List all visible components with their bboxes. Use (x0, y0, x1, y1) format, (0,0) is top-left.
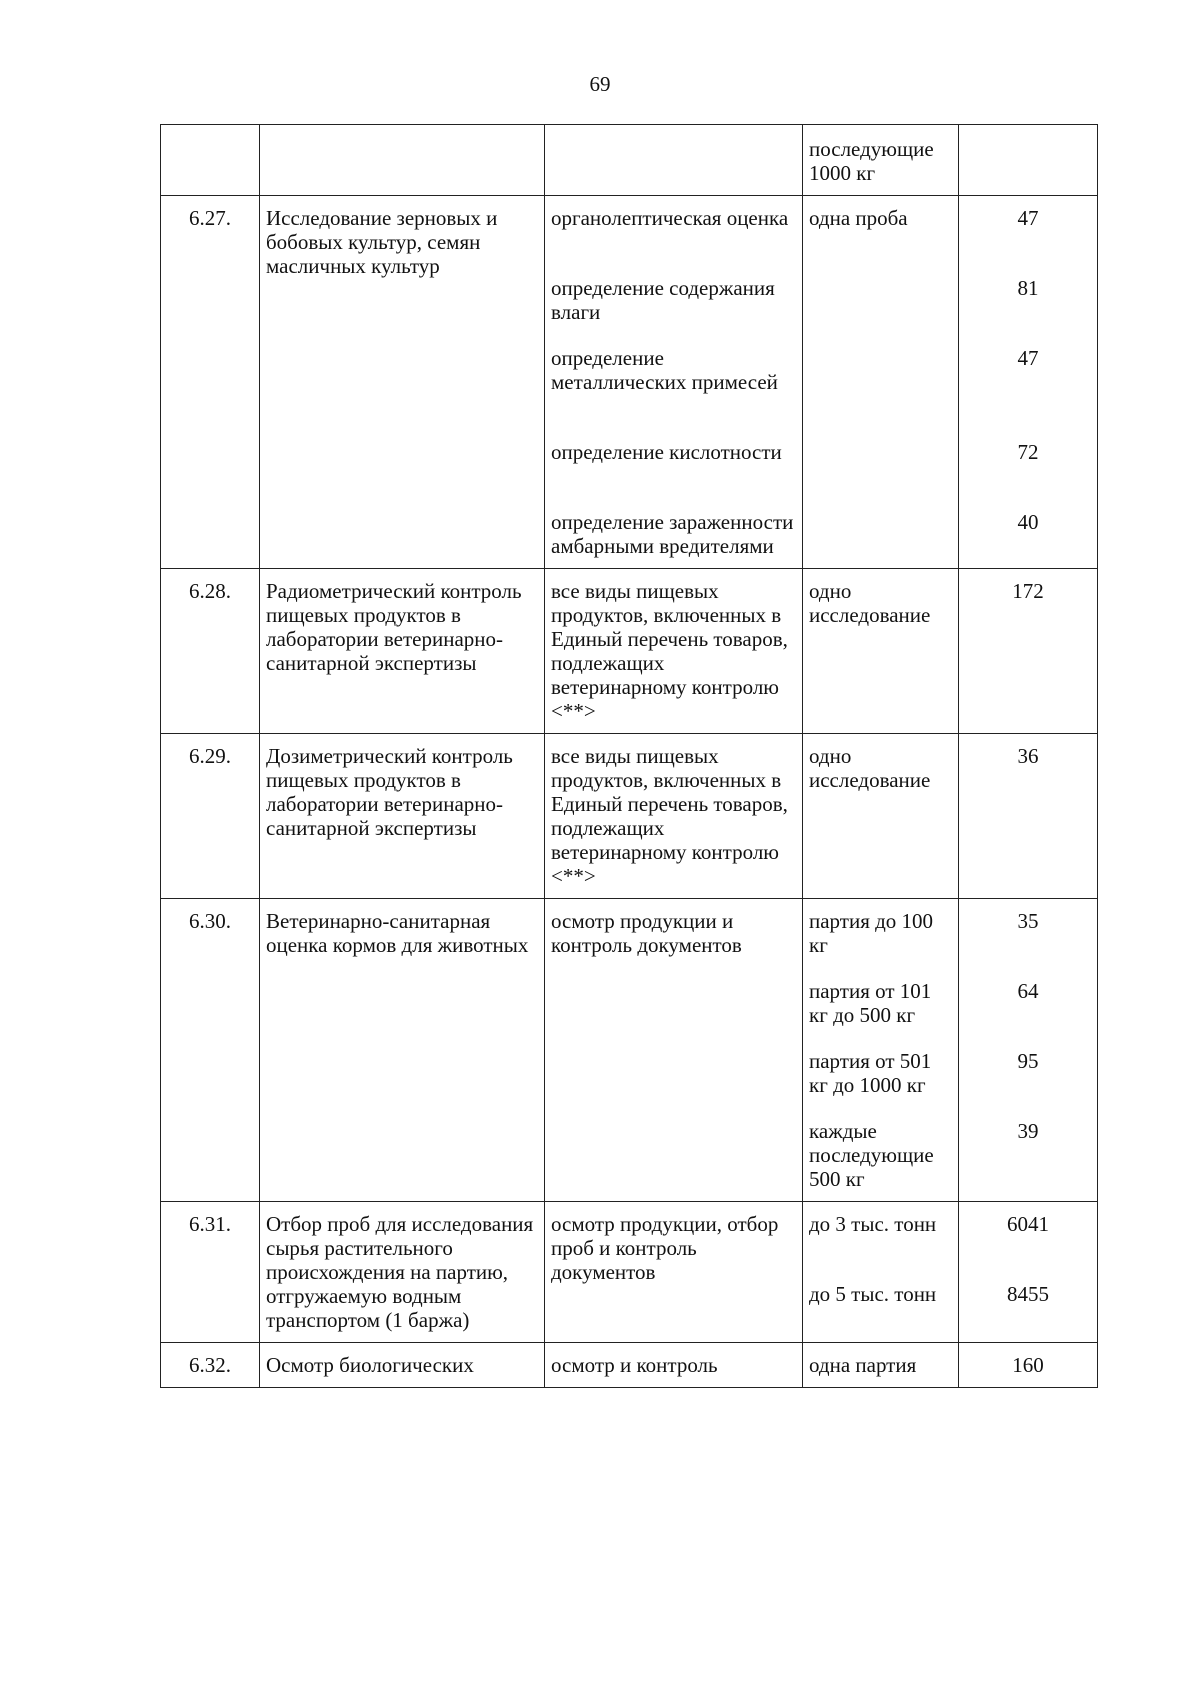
service-name: Радиометрический контроль пищевых продуктов в лаборатории ветеринарно-санитарной экспертизы (260, 569, 545, 734)
service-name: Отбор проб для исследования сырья растительного происхождения на партию, отгружаемую водным транспортом (1 баржа) (260, 1202, 545, 1343)
price-value: 95 (1017, 1049, 1039, 1073)
price-value: 72 (1017, 440, 1039, 464)
service-method: осмотр продукции, отбор проб и контроль документов (545, 1202, 803, 1343)
service-name: Дозиметрический контроль пищевых продуктов в лаборатории ветеринарно-санитарной экспертизы (260, 734, 545, 899)
unit-cell (803, 734, 959, 899)
unit-text: каждые последующие 500 кг (809, 1119, 934, 1191)
row-number: 6.32. (161, 1343, 260, 1388)
unit-cell (803, 125, 959, 196)
service-method: все виды пищевых продуктов, включенных в Единый перечень товаров, подлежащих ветеринарному контролю <**> (545, 569, 803, 734)
unit-text: последующие 1000 кг (809, 137, 934, 185)
price-value: 6041 (1007, 1212, 1049, 1236)
service-name: Ветеринарно-санитарная оценка кормов для животных (260, 899, 545, 1202)
unit-cell (803, 569, 959, 734)
method-cell (545, 196, 803, 569)
price-cell: 160 (959, 1343, 1098, 1388)
service-name (260, 125, 545, 196)
table-row (161, 899, 1098, 1202)
price-value: 8455 (1007, 1282, 1049, 1306)
price-value: 40 (1017, 510, 1039, 534)
unit-text: одно исследование (809, 579, 931, 627)
unit-text: до 3 тыс. тонн (809, 1212, 937, 1236)
unit-text: партия от 501 кг до 1000 кг (809, 1049, 932, 1097)
method-item: органолептическая оценка (551, 206, 789, 230)
service-name: Осмотр биологических (260, 1343, 545, 1388)
row-number: 6.29. (161, 734, 260, 899)
method-item: определение зараженности амбарными вредителями (551, 510, 794, 558)
price-cell: 172 (959, 569, 1098, 734)
price-cell: 36 (959, 734, 1098, 899)
service-method: осмотр продукции и контроль документов (545, 899, 803, 1202)
unit-text: партия от 101 кг до 500 кг (809, 979, 932, 1027)
unit-cell (803, 196, 959, 569)
unit-cell (803, 1202, 959, 1343)
price-value: 35 (1017, 909, 1039, 933)
price-value: 39 (1017, 1119, 1039, 1143)
price-cell (959, 125, 1098, 196)
unit-cell (803, 1343, 959, 1388)
unit-text: партия до 100 кг (809, 909, 934, 957)
price-cell (959, 1202, 1098, 1343)
price-value: 81 (1017, 276, 1039, 300)
unit-text: одно исследование (809, 744, 931, 792)
price-value: 64 (1017, 979, 1039, 1003)
table-row (161, 734, 1098, 899)
unit-text: до 5 тыс. тонн (809, 1282, 937, 1306)
method-item: определение содержания влаги (551, 276, 775, 324)
row-number (161, 125, 260, 196)
service-method: все виды пищевых продуктов, включенных в Единый перечень товаров, подлежащих ветеринарному контролю <**> (545, 734, 803, 899)
service-method: осмотр и контроль (545, 1343, 803, 1388)
service-name: Исследование зерновых и бобовых культур, семян масличных культур (260, 196, 545, 569)
row-number: 6.30. (161, 899, 260, 1202)
table-row (161, 1343, 1098, 1388)
method-item: определение кислотности (551, 440, 782, 464)
row-number: 6.31. (161, 1202, 260, 1343)
price-cell (959, 196, 1098, 569)
price-value: 47 (1017, 346, 1039, 370)
table-row (161, 569, 1098, 734)
unit-text: одна проба (809, 206, 908, 230)
row-number: 6.28. (161, 569, 260, 734)
method-item: определение металлических примесей (551, 346, 778, 394)
table-row (161, 196, 1098, 569)
unit-cell (803, 899, 959, 1202)
price-cell (959, 899, 1098, 1202)
row-number: 6.27. (161, 196, 260, 569)
service-method (545, 125, 803, 196)
table-row (161, 125, 1098, 196)
table-row (161, 1202, 1098, 1343)
tariff-table (160, 124, 1098, 1388)
page-number: 69 (589, 72, 611, 96)
unit-text: одна партия (809, 1353, 917, 1377)
price-value: 47 (1017, 206, 1039, 230)
